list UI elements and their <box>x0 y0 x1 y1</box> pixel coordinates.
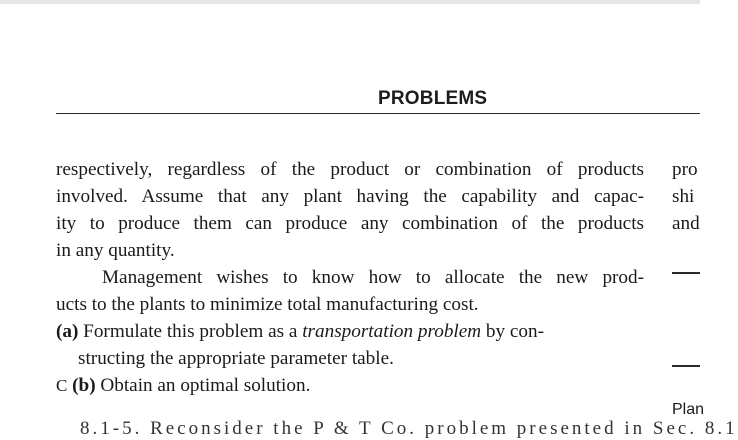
part-a-text-after: by con- <box>481 321 544 342</box>
right-fragment-3: and <box>672 213 700 234</box>
cutoff-text: 8.1-5. Reconsider the P & T Co. problem presented in Sec. 8.1 <box>80 418 738 439</box>
part-a-emphasis: transportation problem <box>302 321 482 342</box>
part-a-line-2: structing the appropriate parameter table. <box>78 348 394 369</box>
body-line-3: ity to produce them can produce any combination of the products <box>56 213 644 234</box>
body-line-1: respectively, regardless of the product or combination of products <box>56 159 644 180</box>
right-rule-1 <box>672 272 700 274</box>
right-rule-2 <box>672 365 700 367</box>
part-b-text: Obtain an optimal solution. <box>100 375 311 396</box>
right-fragment-1: pro <box>672 159 698 180</box>
part-a-line-1 <box>56 320 644 344</box>
paragraph-2-line-2: ucts to the plants to minimize total manufacturing cost. <box>56 294 479 315</box>
heading-rule <box>56 113 700 114</box>
computer-marker: C <box>56 376 68 395</box>
body-line-4: in any quantity. <box>56 240 175 261</box>
right-bottom-label: Plan <box>672 401 705 418</box>
right-fragment-2: shi <box>672 186 695 207</box>
part-b-label: (b) <box>72 375 96 396</box>
part-b-line <box>56 374 310 398</box>
section-heading: PROBLEMS <box>378 88 488 109</box>
right-column-fragment <box>672 158 705 426</box>
paragraph-2-line-1: Management wishes to know how to allocate the new prod- <box>102 267 644 288</box>
body-line-2: involved. Assume that any plant having the capability and capac- <box>56 186 644 207</box>
cutoff-line <box>80 418 738 439</box>
part-a-label: (a) <box>56 321 79 342</box>
top-bar <box>0 0 700 4</box>
part-a-text-before: Formulate this problem as a <box>83 321 303 342</box>
